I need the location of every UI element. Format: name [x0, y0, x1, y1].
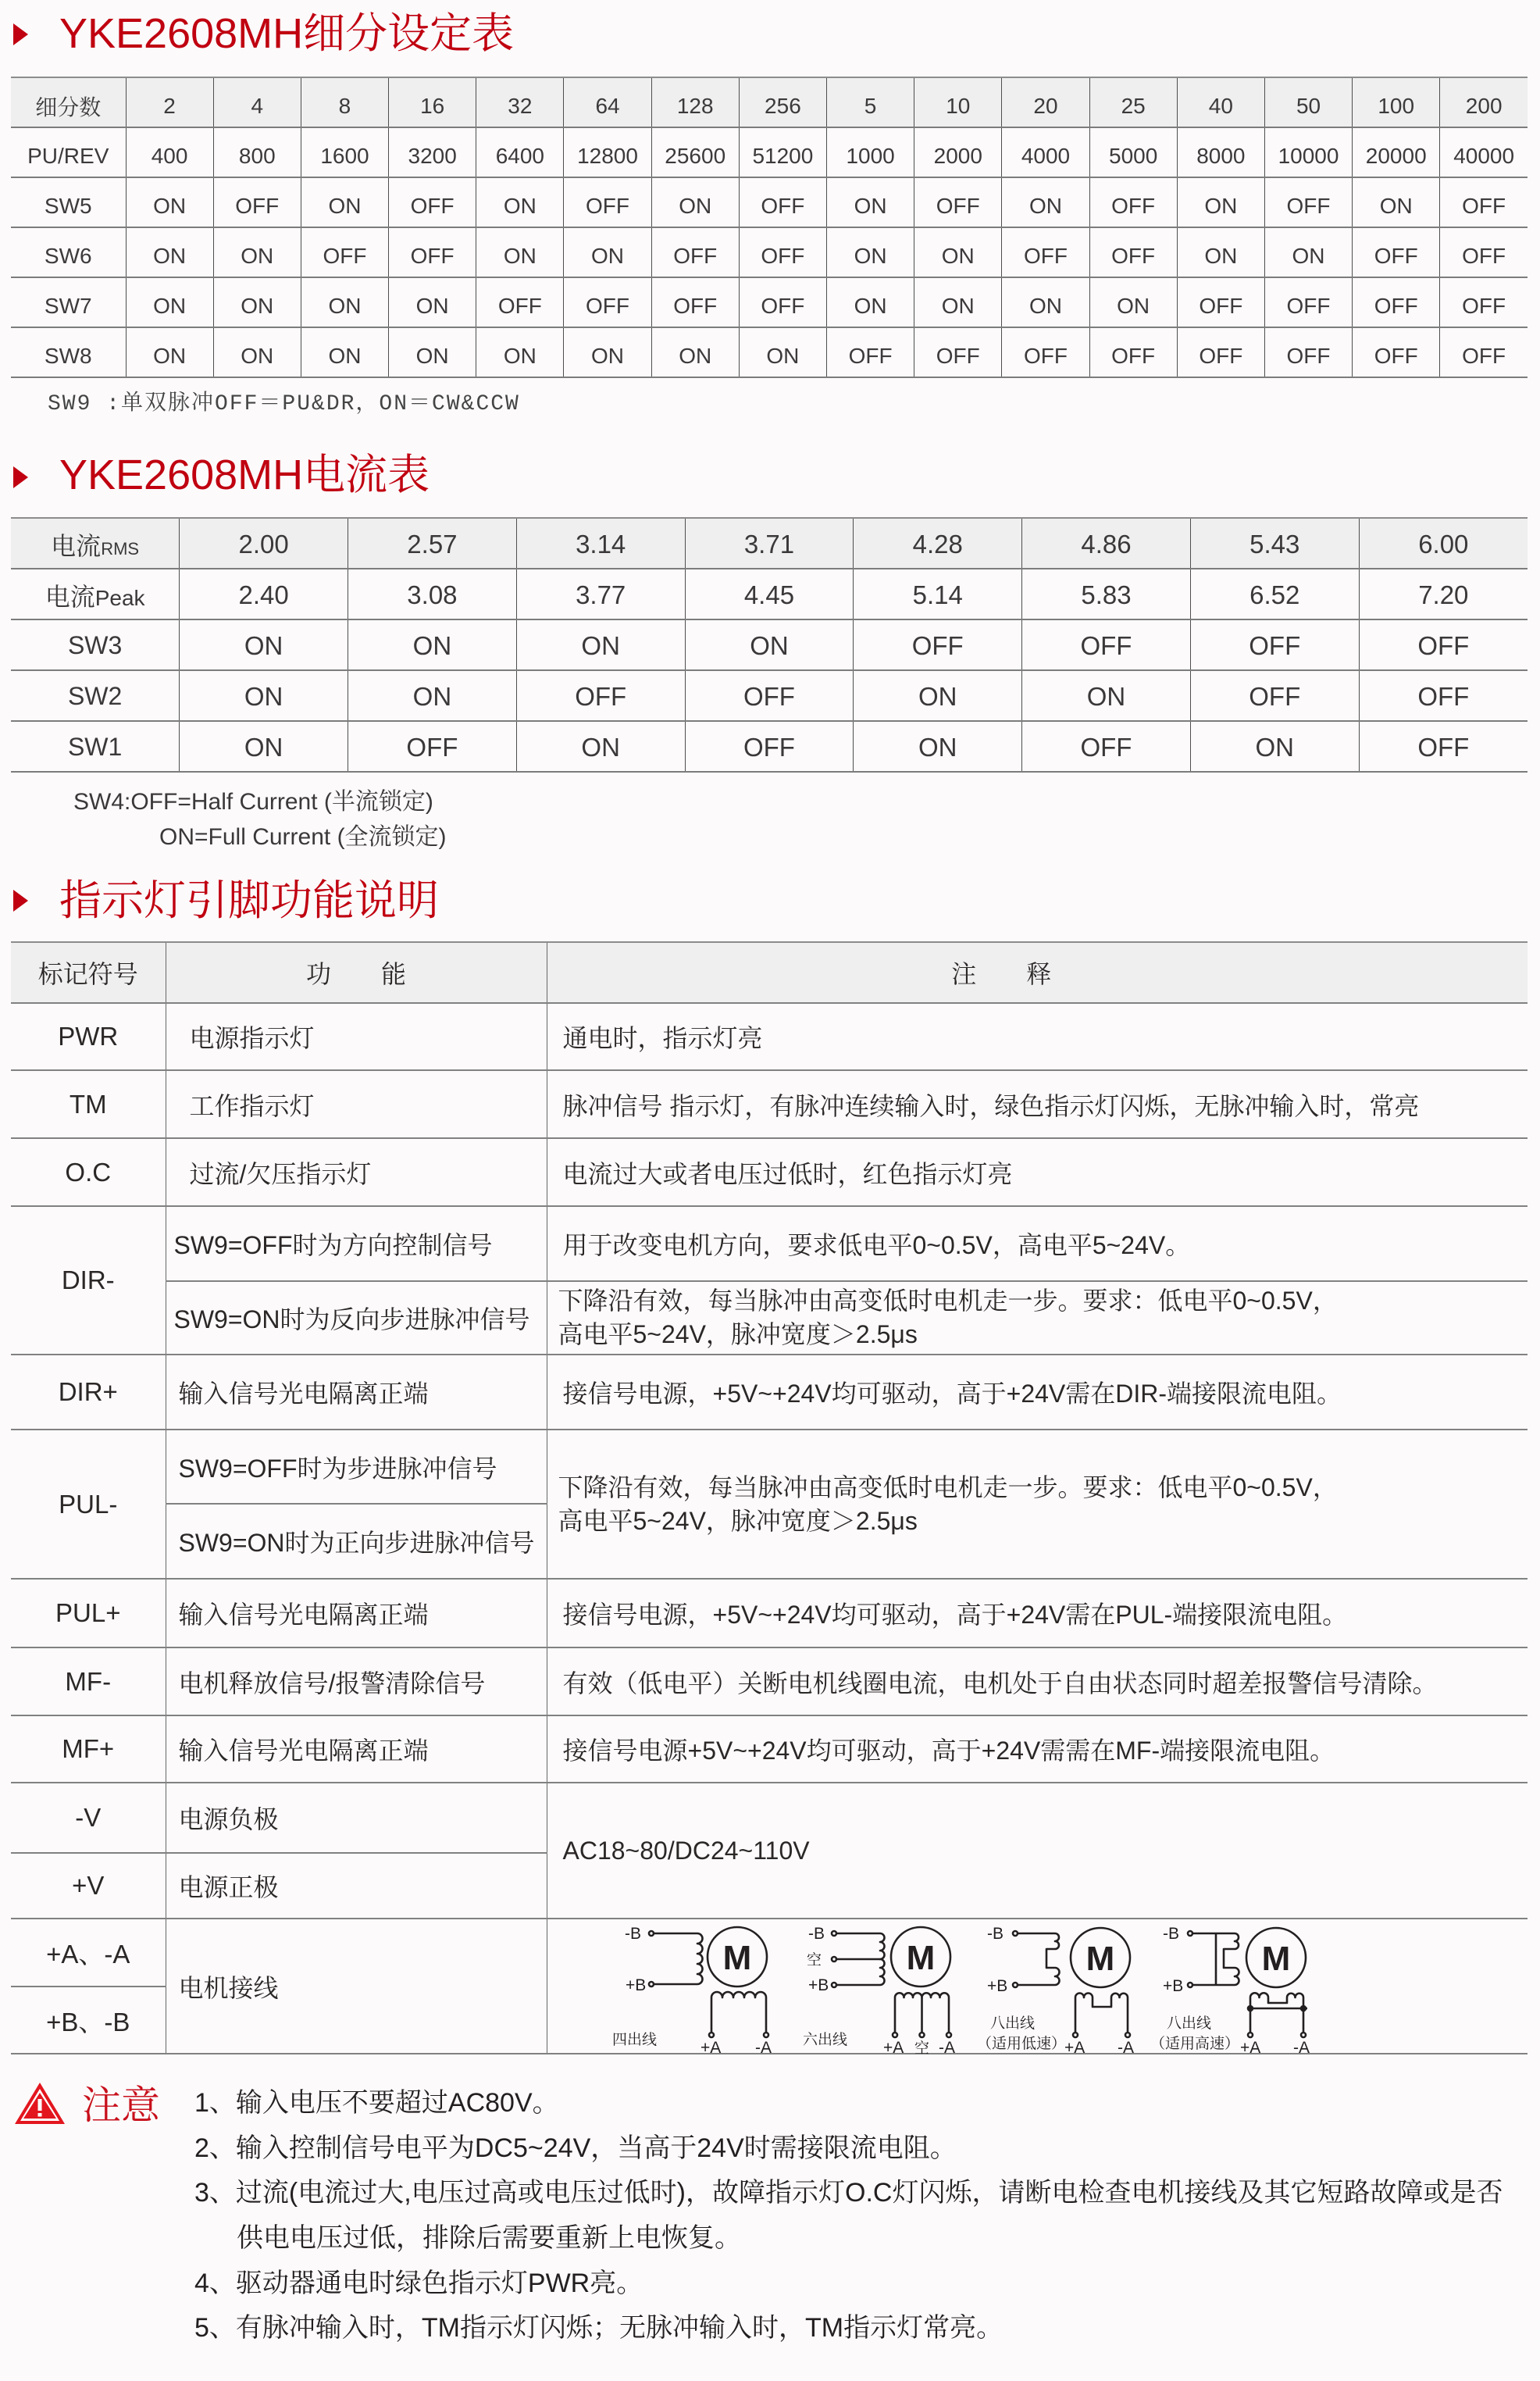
pin-symbol: -V: [11, 1783, 166, 1853]
notice-item-continuation: 供电电压过低，排除后需要重新上电恢复。: [237, 2223, 741, 2254]
table-cell: 20000: [1353, 127, 1440, 177]
microstep-value: 64: [564, 77, 651, 127]
pin-function: 电机释放信号/报警清除信号: [166, 1647, 547, 1715]
table-row: [11, 721, 1528, 772]
table-cell: ON: [348, 670, 517, 721]
table-cell: 12800: [564, 127, 651, 177]
pin-symbol: +B、-B: [11, 1987, 166, 2054]
pin-symbol: PWR: [11, 1003, 166, 1070]
label-main: 电流: [45, 582, 95, 611]
section-marker-icon: [13, 466, 28, 488]
svg-text:-A: -A: [938, 2039, 955, 2054]
current-peak-row: [11, 569, 1528, 619]
table-cell: ON: [914, 227, 1002, 277]
pin-description: 脉冲信号 指示灯，有脉冲连续输入时，绿色指示灯闪烁，无脉冲输入时，常亮: [547, 1070, 1528, 1138]
table-cell: ON: [213, 277, 301, 327]
table-cell: OFF: [739, 277, 826, 327]
pin-symbol: O.C: [11, 1138, 166, 1206]
svg-text:-B: -B: [986, 1925, 1003, 1943]
svg-text:-A: -A: [1292, 2039, 1310, 2054]
table-cell: OFF: [854, 619, 1022, 670]
current-value: 3.14: [516, 518, 685, 569]
pin-description: 通电时，指示灯亮: [547, 1003, 1528, 1070]
row-label: SW7: [11, 277, 126, 327]
table-cell: OFF: [827, 327, 914, 377]
svg-text:四出线: 四出线: [611, 2032, 657, 2048]
table-cell: 2000: [914, 127, 1002, 177]
pin-symbol: MF+: [11, 1715, 166, 1783]
pin-description: 接信号电源，+5V~+24V均可驱动，高于+24V需在PUL-端接限流电阻。: [547, 1579, 1528, 1647]
microstep-value: 40: [1177, 77, 1264, 127]
table-cell: OFF: [1177, 327, 1264, 377]
table-cell: ON: [651, 177, 739, 227]
current-value: 5.43: [1190, 518, 1359, 569]
microstep-value: 200: [1440, 77, 1528, 127]
pin-description: 电流过大或者电压过低时，红色指示灯亮: [547, 1138, 1528, 1206]
notice-title: 注意: [82, 2083, 160, 2127]
svg-text:-B: -B: [807, 1925, 825, 1943]
pin-function: SW9=OFF时为方向控制信号: [166, 1206, 547, 1281]
table-cell: ON: [126, 327, 213, 377]
microstep-section-title: YKE2608MH细分设定表: [59, 10, 515, 57]
table-cell: 51200: [739, 127, 826, 177]
table-cell: OFF: [1089, 327, 1177, 377]
svg-text:+B: +B: [986, 1977, 1007, 1995]
sw4-note-full: ON=Full Current (全流锁定): [159, 824, 447, 850]
svg-text:-A: -A: [1117, 2039, 1134, 2054]
table-cell: ON: [1022, 670, 1191, 721]
table-cell: 5.83: [1022, 569, 1191, 619]
row-label: [11, 569, 180, 619]
current-value: 2.00: [180, 518, 348, 569]
svg-text:M: M: [1261, 1940, 1290, 1978]
header-symbol: 标记符号: [11, 942, 166, 1003]
pin-row-pwr: [11, 1003, 1528, 1070]
table-cell: OFF: [1353, 277, 1440, 327]
table-cell: ON: [126, 277, 213, 327]
description-line: 下降沿有效，每当脉冲由高变低时电机走一步。要求：低电平0~0.5V，: [558, 1473, 1338, 1501]
table-cell: 4.45: [685, 569, 854, 619]
table-cell: OFF: [348, 721, 517, 772]
table-cell: OFF: [516, 670, 685, 721]
notice-item: 2、输入控制信号电平为DC5~24V，当高于24V时需接限流电阻。: [194, 2133, 957, 2163]
microstep-value: 5: [827, 77, 914, 127]
table-cell: 800: [213, 127, 301, 177]
microstep-value: 20: [1002, 77, 1089, 127]
row-label: SW8: [11, 327, 126, 377]
table-cell: ON: [651, 327, 739, 377]
table-cell: 3200: [389, 127, 476, 177]
microstep-value: 50: [1264, 77, 1352, 127]
table-cell: 1000: [827, 127, 914, 177]
table-cell: OFF: [564, 177, 651, 227]
table-cell: ON: [1264, 227, 1352, 277]
table-cell: 3.08: [348, 569, 517, 619]
table-cell: 10000: [1264, 127, 1352, 177]
svg-text:+A: +A: [1064, 2039, 1085, 2054]
table-cell: OFF: [1089, 177, 1177, 227]
pin-function: SW9=ON时为反向步进脉冲信号: [166, 1281, 547, 1355]
four-wire-diagram: [612, 1925, 772, 2054]
pin-symbol: PUL+: [11, 1579, 166, 1647]
table-cell: 1600: [301, 127, 388, 177]
table-cell: ON: [1089, 277, 1177, 327]
table-cell: ON: [854, 721, 1022, 772]
pin-symbol: DIR+: [11, 1355, 166, 1430]
table-cell: ON: [180, 619, 348, 670]
table-cell: ON: [1002, 277, 1089, 327]
table-cell: ON: [854, 670, 1022, 721]
table-cell: OFF: [1002, 327, 1089, 377]
notice-list: [194, 2081, 1503, 2351]
notice-item: 3、过流(电流过大,电压过高或电压过低时)，故障指示灯O.C灯闪烁，请断电检查电机接线及其它短路故障或是否: [194, 2178, 1503, 2208]
pin-symbol: PUL-: [11, 1430, 166, 1579]
table-cell: ON: [516, 619, 685, 670]
svg-text:+A: +A: [700, 2039, 721, 2054]
notice-item: 1、输入电压不要超过AC80V。: [194, 2088, 559, 2118]
sw9-note: SW9 :单双脉冲OFF＝PU&DR，ON＝CW&CCW: [48, 392, 520, 416]
table-cell: OFF: [1022, 619, 1191, 670]
microstep-value: 4: [213, 77, 301, 127]
description-line: 高电平5~24V，脉冲宽度＞2.5μs: [558, 1506, 918, 1535]
table-cell: ON: [1177, 177, 1264, 227]
pin-function: 过流/欠压指示灯: [166, 1138, 547, 1206]
current-value: 3.71: [685, 518, 854, 569]
table-cell: OFF: [1353, 227, 1440, 277]
pin-row-pul-plus: [11, 1579, 1528, 1647]
svg-text:+A: +A: [882, 2039, 904, 2054]
pin-symbol: +A、-A: [11, 1919, 166, 1987]
sw4-note-half: SW4:OFF=Half Current (半流锁定): [73, 789, 433, 815]
table-row: [11, 127, 1528, 177]
table-cell: 25600: [651, 127, 739, 177]
table-cell: OFF: [1440, 327, 1528, 377]
pin-function: 输入信号光电隔离正端: [166, 1355, 547, 1430]
microstep-value: 128: [651, 77, 739, 127]
pin-row-dir-minus-off: [11, 1206, 1528, 1281]
pin-row-power-minus: [11, 1783, 1528, 1853]
table-cell: OFF: [914, 327, 1002, 377]
svg-text:-A: -A: [754, 2039, 772, 2054]
table-cell: ON: [180, 670, 348, 721]
table-cell: OFF: [476, 277, 564, 327]
table-cell: ON: [827, 227, 914, 277]
table-cell: OFF: [1440, 177, 1528, 227]
table-cell: ON: [180, 721, 348, 772]
table-cell: OFF: [1177, 277, 1264, 327]
pin-symbol: +V: [11, 1853, 166, 1919]
table-cell: OFF: [685, 670, 854, 721]
table-cell: OFF: [739, 227, 826, 277]
pin-symbol: DIR-: [11, 1206, 166, 1355]
table-cell: ON: [564, 327, 651, 377]
eight-wire-parallel-diagram: [1150, 1925, 1310, 2054]
row-label: SW1: [11, 721, 180, 772]
wiring-diagram-cell: [547, 1919, 1528, 2054]
section-marker-icon: [13, 890, 28, 912]
table-cell: 400: [126, 127, 213, 177]
table-cell: 5000: [1089, 127, 1177, 177]
svg-text:六出线: 六出线: [802, 2032, 847, 2048]
pin-function: 输入信号光电隔离正端: [166, 1715, 547, 1783]
description-line: 下降沿有效，每当脉冲由高变低时电机走一步。要求：低电平0~0.5V，: [558, 1287, 1338, 1315]
row-label: SW6: [11, 227, 126, 277]
pin-row-pul-minus-off: [11, 1430, 1528, 1504]
table-cell: OFF: [651, 277, 739, 327]
motor-wiring-diagram-icon: [547, 1919, 1528, 2054]
table-cell: ON: [389, 327, 476, 377]
current-value: 4.86: [1022, 518, 1191, 569]
table-cell: ON: [1353, 177, 1440, 227]
table-cell: 2.40: [180, 569, 348, 619]
table-cell: ON: [301, 327, 388, 377]
table-cell: ON: [1177, 227, 1264, 277]
table-cell: ON: [301, 277, 388, 327]
pin-description: 有效（低电平）关断电机线圈电流，电机处于自由状态同时超差报警信号清除。: [547, 1647, 1528, 1715]
svg-text:（适用高速）: （适用高速）: [1150, 2036, 1239, 2052]
table-row: [11, 670, 1528, 721]
table-cell: OFF: [1089, 227, 1177, 277]
pin-description: 接信号电源+5V~+24V均可驱动，高于+24V需需在MF-端接限流电阻。: [547, 1715, 1528, 1783]
table-cell: 6400: [476, 127, 564, 177]
svg-text:（适用低速）: （适用低速）: [976, 2036, 1066, 2052]
table-cell: ON: [1190, 721, 1359, 772]
table-cell: 6.52: [1190, 569, 1359, 619]
table-cell: OFF: [1359, 670, 1528, 721]
pin-row-oc: [11, 1138, 1528, 1206]
table-cell: ON: [476, 227, 564, 277]
current-rms-row: [11, 518, 1528, 569]
table-cell: OFF: [1264, 177, 1352, 227]
label-sub: Peak: [94, 585, 145, 610]
table-cell: ON: [126, 177, 213, 227]
section-marker-icon: [13, 23, 28, 45]
svg-text:空: 空: [806, 1952, 822, 1969]
microstep-value: 100: [1353, 77, 1440, 127]
table-cell: ON: [564, 227, 651, 277]
svg-text:+B: +B: [625, 1976, 646, 1994]
table-cell: ON: [685, 619, 854, 670]
table-row: [11, 619, 1528, 670]
header-description: 注 释: [547, 942, 1528, 1003]
microstep-value: 25: [1089, 77, 1177, 127]
pin-row-motor-a: [11, 1919, 1528, 1987]
table-cell: 5.14: [854, 569, 1022, 619]
pin-symbol: MF-: [11, 1647, 166, 1715]
notice-item: 5、有脉冲输入时，TM指示灯闪烁；无脉冲输入时，TM指示灯常亮。: [194, 2313, 1003, 2344]
table-cell: 40000: [1440, 127, 1528, 177]
table-cell: OFF: [564, 277, 651, 327]
pin-description: [547, 1430, 1528, 1579]
svg-text:-B: -B: [624, 1925, 641, 1943]
row-label: 细分数: [11, 77, 126, 127]
pin-symbol: TM: [11, 1070, 166, 1138]
table-cell: ON: [389, 277, 476, 327]
current-value: 4.28: [854, 518, 1022, 569]
row-label: SW5: [11, 177, 126, 227]
table-cell: 8000: [1177, 127, 1264, 177]
pin-function-table: [11, 941, 1528, 2054]
table-cell: OFF: [1190, 619, 1359, 670]
svg-text:-B: -B: [1162, 1925, 1179, 1943]
current-section-title: YKE2608MH电流表: [59, 452, 430, 498]
svg-text:八出线: 八出线: [1166, 2015, 1211, 2032]
table-cell: OFF: [1022, 721, 1191, 772]
label-sub: RMS: [101, 538, 140, 559]
pin-function: 电源正极: [166, 1853, 547, 1919]
eight-wire-series-diagram: [977, 1925, 1134, 2054]
table-row: [11, 227, 1528, 277]
current-table: [11, 517, 1528, 773]
warning-icon: [14, 2082, 66, 2125]
table-cell: ON: [476, 177, 564, 227]
label-main: 电流: [51, 531, 102, 560]
pin-function: SW9=ON时为正向步进脉冲信号: [166, 1504, 547, 1579]
description-line: 高电平5~24V，脉冲宽度＞2.5μs: [558, 1320, 918, 1348]
power-supply-range: AC18~80/DC24~110V: [547, 1783, 1528, 1919]
table-cell: 3.77: [516, 569, 685, 619]
row-label: [11, 518, 180, 569]
pin-row-mf-plus: [11, 1715, 1528, 1783]
pin-row-mf-minus: [11, 1647, 1528, 1715]
table-cell: OFF: [389, 177, 476, 227]
table-cell: OFF: [651, 227, 739, 277]
row-label: SW3: [11, 619, 180, 670]
svg-text:M: M: [722, 1939, 751, 1977]
microstep-value: 256: [739, 77, 826, 127]
svg-text:M: M: [1085, 1940, 1114, 1978]
header-function: 功 能: [166, 942, 547, 1003]
svg-text:+B: +B: [807, 1976, 829, 1994]
table-cell: OFF: [301, 227, 388, 277]
table-cell: OFF: [389, 227, 476, 277]
pin-function: 电源指示灯: [166, 1003, 547, 1070]
table-cell: OFF: [1190, 670, 1359, 721]
svg-text:M: M: [906, 1939, 935, 1977]
current-value: 2.57: [348, 518, 517, 569]
microstep-header-row: [11, 77, 1528, 127]
pin-function: 电机接线: [166, 1919, 547, 2054]
pin-row-dir-plus: [11, 1355, 1528, 1430]
svg-text:+B: +B: [1162, 1977, 1183, 1995]
table-row: [11, 327, 1528, 377]
table-cell: ON: [1002, 177, 1089, 227]
table-row: [11, 277, 1528, 327]
indicator-section-title: 指示灯引脚功能说明: [59, 877, 439, 924]
table-cell: OFF: [685, 721, 854, 772]
table-cell: ON: [827, 177, 914, 227]
table-cell: OFF: [914, 177, 1002, 227]
microstep-value: 2: [126, 77, 213, 127]
table-cell: ON: [126, 227, 213, 277]
table-cell: OFF: [1353, 327, 1440, 377]
table-cell: ON: [914, 277, 1002, 327]
table-cell: OFF: [1264, 327, 1352, 377]
pin-table-header: [11, 942, 1528, 1003]
pin-function: 电源负极: [166, 1783, 547, 1853]
pin-description: [547, 1281, 1528, 1355]
pin-function: 工作指示灯: [166, 1070, 547, 1138]
table-cell: ON: [301, 177, 388, 227]
pin-function: SW9=OFF时为步进脉冲信号: [166, 1430, 547, 1504]
table-cell: OFF: [739, 177, 826, 227]
pin-row-dir-minus-on: [11, 1281, 1528, 1355]
table-cell: ON: [348, 619, 517, 670]
table-cell: 4000: [1002, 127, 1089, 177]
pin-description: 接信号电源，+5V~+24V均可驱动，高于+24V需在DIR-端接限流电阻。: [547, 1355, 1528, 1430]
table-cell: OFF: [213, 177, 301, 227]
table-cell: OFF: [1440, 227, 1528, 277]
svg-text:+A: +A: [1239, 2039, 1260, 2054]
svg-text:空: 空: [914, 2040, 929, 2054]
notice-item: 4、驱动器通电时绿色指示灯PWR亮。: [194, 2268, 643, 2298]
table-cell: OFF: [1002, 227, 1089, 277]
current-value: 6.00: [1359, 518, 1528, 569]
table-row: [11, 177, 1528, 227]
svg-text:八出线: 八出线: [989, 2015, 1035, 2032]
table-cell: OFF: [1440, 277, 1528, 327]
microstep-value: 8: [301, 77, 388, 127]
table-cell: OFF: [1264, 277, 1352, 327]
table-cell: ON: [476, 327, 564, 377]
six-wire-diagram: [803, 1925, 955, 2054]
table-cell: OFF: [1359, 619, 1528, 670]
table-cell: ON: [213, 227, 301, 277]
pin-row-tm: [11, 1070, 1528, 1138]
table-cell: ON: [739, 327, 826, 377]
table-cell: OFF: [1359, 721, 1528, 772]
microstep-value: 16: [389, 77, 476, 127]
microstep-value: 32: [476, 77, 564, 127]
table-cell: ON: [516, 721, 685, 772]
microstep-table: [11, 77, 1528, 378]
row-label: PU/REV: [11, 127, 126, 177]
table-cell: ON: [827, 277, 914, 327]
pin-description: 用于改变电机方向，要求低电平0~0.5V，高电平5~24V。: [547, 1206, 1528, 1281]
row-label: SW2: [11, 670, 180, 721]
table-cell: ON: [213, 327, 301, 377]
pin-function: 输入信号光电隔离正端: [166, 1579, 547, 1647]
microstep-value: 10: [914, 77, 1002, 127]
table-cell: 7.20: [1359, 569, 1528, 619]
